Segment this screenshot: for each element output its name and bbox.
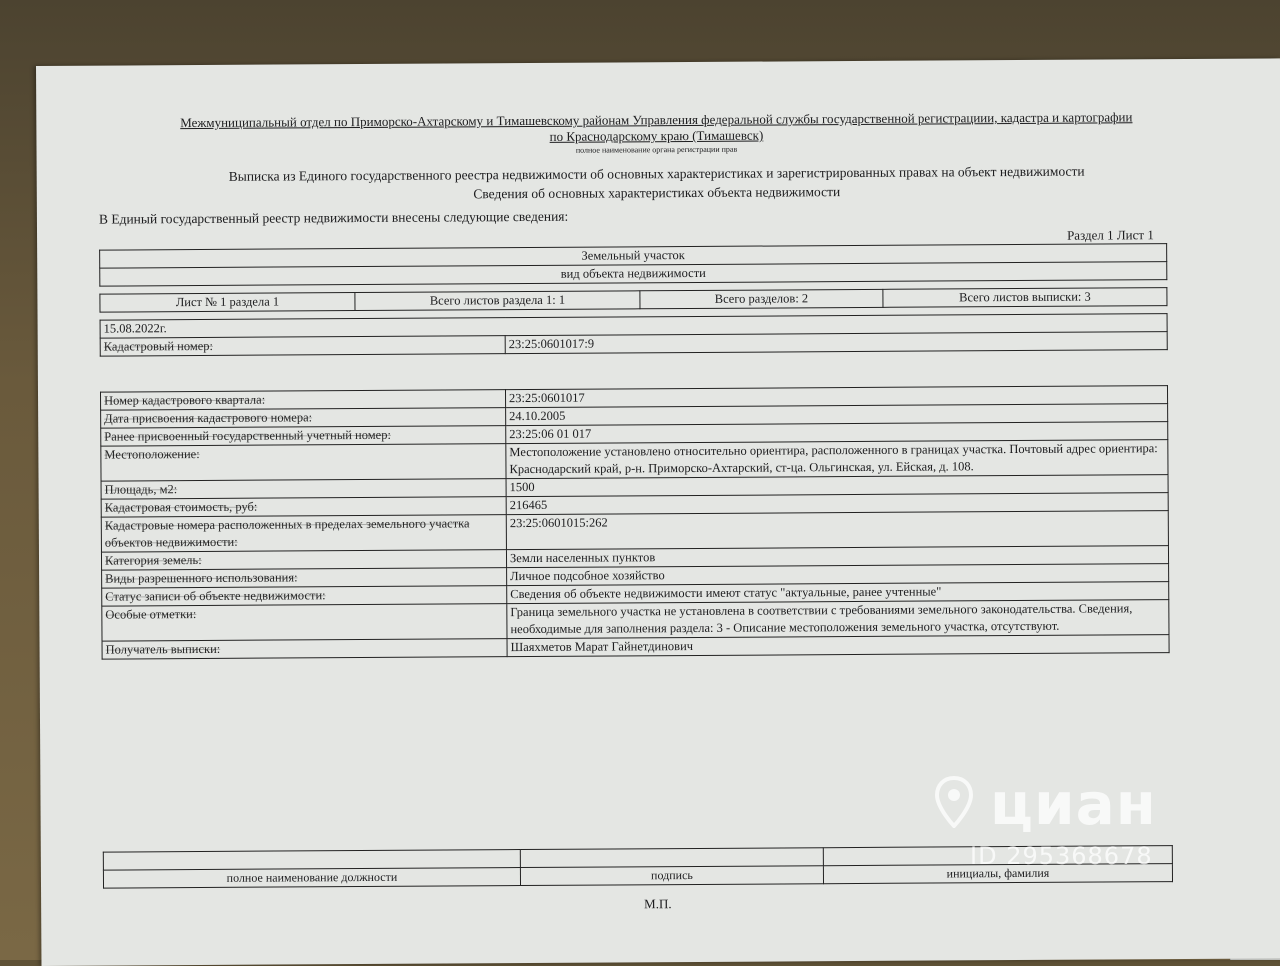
document-title: Выписка из Единого государственного реестра недвижимости об основных характеристиках и зарегистрированных правах на объект недвижимости [228,163,1085,184]
detail-value: Граница земельного участка не установлена в соответствии с требованиями земельного законодательства. Сведения, необходимые для заполнения раздела: 3 - Описание местоположения земельного участка, отсутствуют. [507,600,1169,639]
watermark [930,770,1170,880]
detail-label: Кадастровые номера расположенных в пределах земельного участка объектов недвижимости: [101,515,506,552]
details-table [100,385,1170,660]
total-sheets-extract: Всего листов выписки: 3 [883,288,1167,308]
detail-value: 216465 [506,493,1168,515]
detail-label: Ранее присвоенный государственный учетный номер: [101,426,506,446]
detail-value: Личное подсобное хозяйство [507,564,1169,586]
detail-value: Шаяхметов Марат Гайнетдинович [507,635,1169,657]
detail-value: Земли населенных пунктов [506,546,1168,568]
detail-label: Категория земель: [101,550,506,570]
detail-label: Статус записи об объекте недвижимости: [102,586,507,606]
table-row [102,600,1169,642]
object-type-table [99,243,1167,287]
detail-label: Особые отметки: [102,604,507,641]
position-caption: полное наименование должности [103,868,520,889]
detail-value: 23:25:06 01 017 [506,422,1168,444]
detail-label: Кадастровая стоимость, руб: [101,497,506,517]
org-caption: полное наименование органа регистрации прав [575,144,738,155]
object-type-caption: вид объекта недвижимости [100,262,1167,287]
section-sheet-label: Раздел 1 Лист 1 [1067,227,1154,243]
detail-value: 23:25:0601017 [505,386,1167,408]
watermark-brand: циан [990,770,1157,838]
sheets-table [99,287,1167,313]
detail-label: Площадь, м2: [101,479,506,499]
total-sheets-section: Всего листов раздела 1: 1 [355,291,640,311]
detail-label: Получатель выписки: [102,639,507,659]
extract-date: 15.08.2022г. [100,314,1167,339]
detail-label: Дата присвоения кадастрового номера: [101,408,506,428]
document-subtitle: Сведения об основных характеристиках объекта недвижимости [473,184,841,202]
org-name-line2: по Краснодарскому краю (Тимашевск) [549,127,764,144]
object-type: Земельный участок [100,244,1167,269]
detail-value: 23:25:0601015:262 [506,511,1168,550]
total-sections: Всего разделов: 2 [640,289,883,308]
cadastral-number-label: Кадастровый номер: [100,336,505,356]
signature-cell [520,848,823,868]
detail-value: 24.10.2005 [506,404,1168,426]
cadastral-table [100,313,1168,357]
name-caption: инициалы, фамилия [823,864,1172,884]
cadastral-number-value: 23:25:0601017:9 [505,332,1167,354]
stamp-place: М.П. [644,896,672,912]
intro-text: В Единый государственный реестр недвижимости внесены следующие сведения: [98,208,569,227]
watermark-id: ID 295368678 [970,842,1153,870]
signature-caption: подпись [520,866,823,886]
detail-label: Местоположение: [101,444,506,481]
sheet-number: Лист № 1 раздела 1 [100,293,355,313]
location-pin-icon [934,776,974,828]
detail-value: 1500 [506,475,1168,497]
detail-value: Местоположение установлено относительно ориентира, расположенного в границах участка. Почтовый адрес ориентира: Краснодарский край, р-н. Приморско-Ахтарский, ст-ца. Ольгинская, ул. Ейская, д. 108. [506,440,1168,479]
detail-value: Сведения об объекте недвижимости имеют статус "актуальные, ранее учтенные" [507,582,1169,604]
detail-label: Номер кадастрового квартала: [100,390,505,410]
detail-label: Виды разрешенного использования: [102,568,507,588]
org-name-line1: Межмуниципальный отдел по Приморско-Ахтарскому и Тимашевскому районам Управления федеральной службы государственной регистрациии, кадастра и картографии [180,109,1133,131]
